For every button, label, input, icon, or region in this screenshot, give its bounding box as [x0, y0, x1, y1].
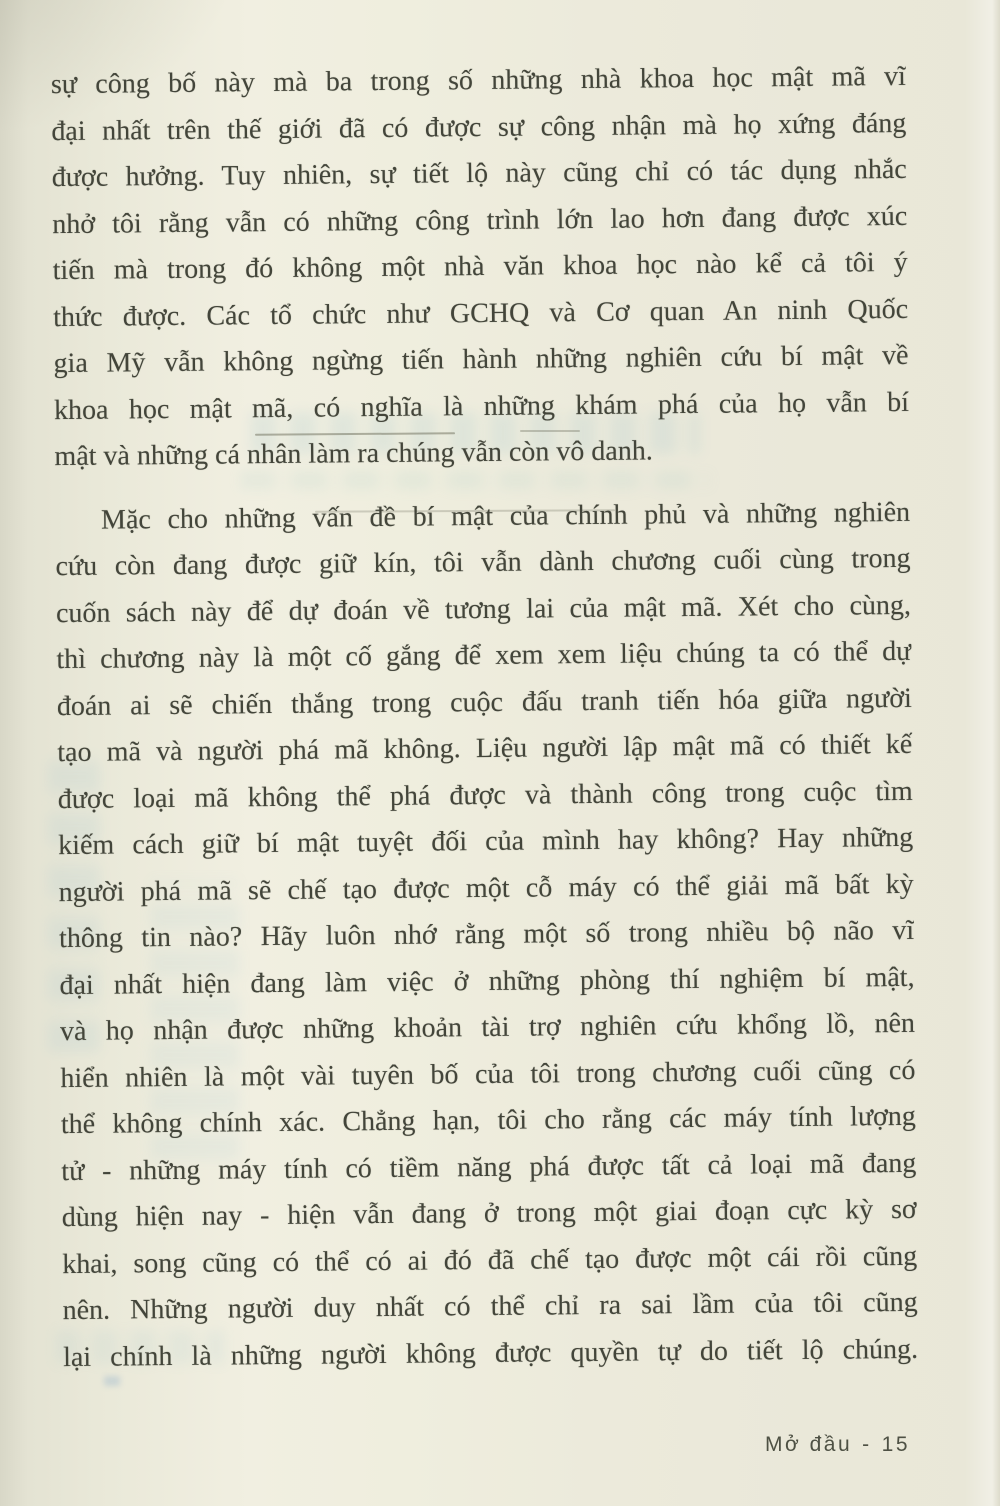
text-line: mật và những cá nhân làm ra chúng vẫn còn vô danh.	[54, 435, 653, 473]
text-line: kiếm cách giữ bí mật tuyệt đối của mình hay không? Hay những	[58, 821, 914, 862]
text-line: cuốn sách này để dự đoán về tương lai của mật mã. Xét cho cùng,	[55, 589, 912, 629]
text-line: đại nhất trên thế giới đã có được sự công nhận mà họ xứng đáng	[51, 107, 907, 147]
text-line: thể không chính xác. Chẳng hạn, tôi cho rằng các máy tính lượng	[60, 1100, 916, 1141]
text-line: tạo mã và người phá mã không. Liệu người lập mật mã có thiết kế	[57, 728, 913, 769]
text-line: lại chính là những người không được quyền tự do tiết lộ chúng.	[62, 1333, 919, 1373]
footer-page-number: 15	[881, 1433, 910, 1456]
footer-section-label: Mở đầu	[765, 1433, 853, 1456]
text-line: nhở tôi rằng vẫn có những công trình lớn lao hơn đang được xúc	[52, 200, 908, 240]
text-line: khai, song cũng có thể có ai đó đã chế tạo được một cái rồi cũng	[62, 1240, 918, 1280]
text-line: thức được. Các tổ chức như GCHQ và Cơ quan An ninh Quốc	[52, 293, 909, 333]
text-line: hiển nhiên là một vài tuyên bố của tôi trong chương cuối cũng có	[60, 1054, 916, 1094]
footer-separator: -	[862, 1433, 872, 1456]
text-line: đoán ai sẽ chiến thắng trong cuộc đấu tranh tiến hóa giữa người	[56, 682, 912, 722]
text-block	[51, 54, 919, 1381]
paragraph-1	[51, 54, 910, 481]
text-line: sự công bố này mà ba trong số những nhà khoa học mật mã vĩ	[50, 60, 907, 101]
text-line: được hưởng. Tuy nhiên, sự tiết lộ này cũng chỉ có tác dụng nhắc	[51, 153, 907, 194]
text-line: thông tin nào? Hãy luôn nhớ rằng một số trong nhiều bộ não vĩ	[58, 914, 915, 955]
text-line: tiến mà trong đó không một nhà văn khoa học nào kể cả tôi ý	[52, 246, 908, 287]
text-line: tử - những máy tính có tiềm năng phá được tất cả loại mã đang	[61, 1147, 917, 1187]
text-line: được loại mã không thể phá được và thành công trong cuộc tìm	[57, 775, 913, 815]
text-line: nên. Những người duy nhất có thể chỉ ra sai lầm của tôi cũng	[62, 1286, 918, 1327]
text-line: người phá mã sẽ chế tạo được một cỗ máy có thể giải mã bất kỳ	[58, 868, 914, 908]
text-line: và họ nhận được những khoản tài trợ nghiên cứu khổng lồ, nên	[59, 1007, 916, 1048]
page-footer	[765, 1433, 910, 1457]
text-line: Mặc cho những vấn đề bí mật của chính phủ và những nghiên	[100, 496, 911, 536]
paragraph-2	[55, 489, 918, 1381]
text-line: khoa học mật mã, có nghĩa là những khám phá của họ vẫn bí	[53, 386, 910, 426]
text-line: dùng hiện nay - hiện vẫn đang ở trong một giai đoạn cực kỳ sơ	[61, 1193, 917, 1234]
text-line: thì chương này là một cố gắng để xem xem liệu chúng ta có thể dự	[56, 635, 912, 676]
text-line: đại nhất hiện đang làm việc ở những phòng thí nghiệm bí mật,	[59, 961, 915, 1001]
text-line: gia Mỹ vẫn không ngừng tiến hành những nghiên cứu bí mật về	[53, 339, 909, 380]
text-line: cứu còn đang được giữ kín, tôi vẫn dành chương cuối cùng trong	[55, 542, 911, 583]
